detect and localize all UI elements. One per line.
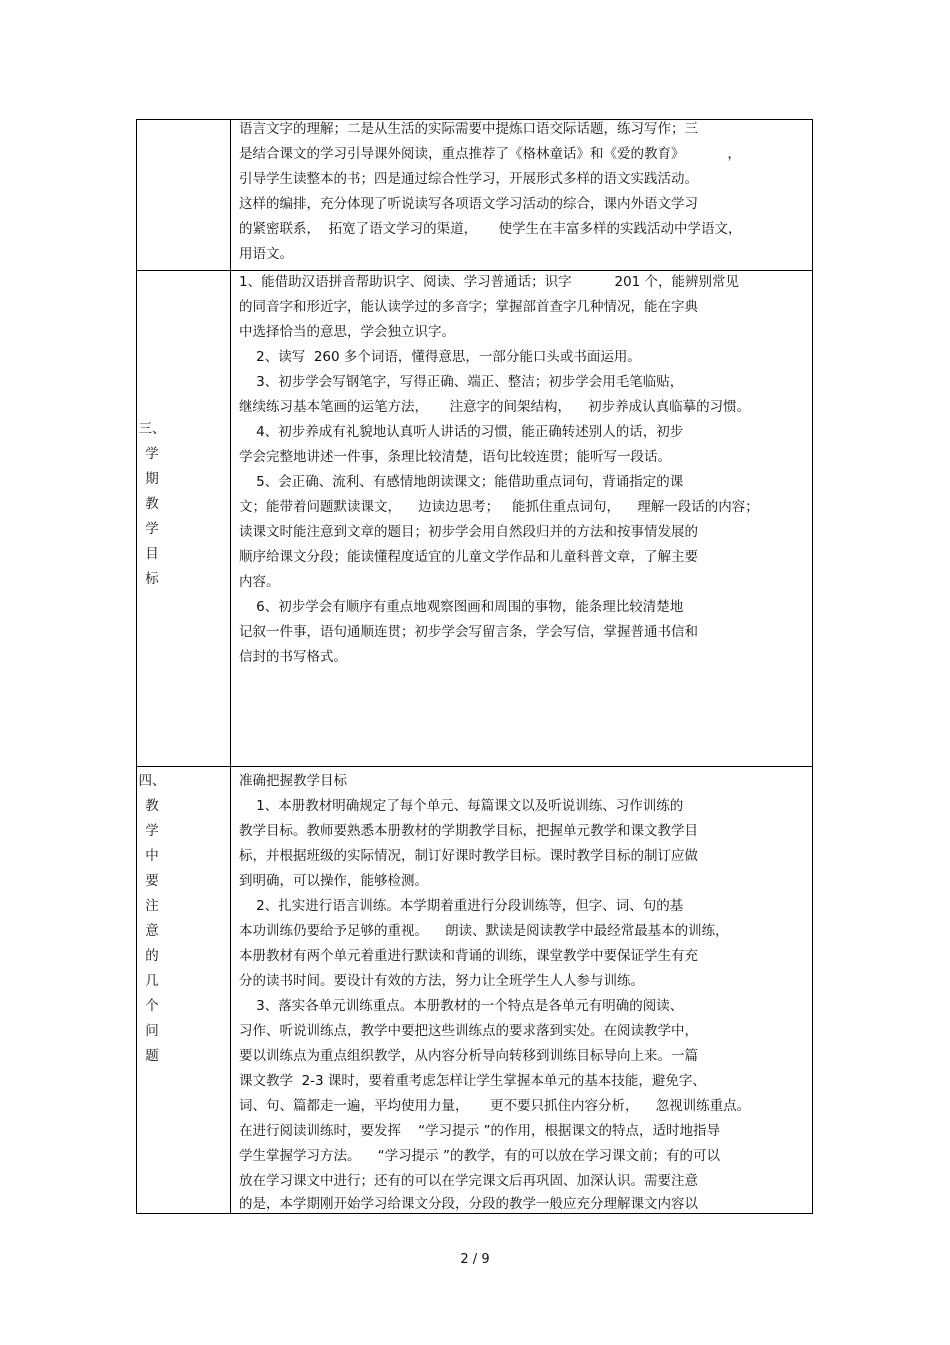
section-three-line: 2、读写 260 多个词语，懂得意思，一部分能口头或书面运用。 [239, 349, 641, 365]
section-four-line: 3、落实各单元训练重点。本册教材的一个特点是各单元有明确的阅读、 [239, 998, 684, 1014]
section-three-line: 文；能带着问题默读课文， 边读边思考； 能抓住重点词句， 理解一段话的内容； [239, 499, 759, 515]
row-divider-2-3 [137, 270, 812, 271]
section-three-line: 顺序给课文分段；能读懂程度适宜的儿童文学作品和儿童科普文章，了解主要 [239, 549, 698, 565]
section-four-line: 学生掌握学习方法。 “学习提示 ”的教学，有的可以放在学习课文前；有的可以 [239, 1148, 720, 1164]
section-two-line: 是结合课文的学习引导课外阅读，重点推荐了《格林童话》和《爱的教育》 ， [239, 146, 741, 162]
section-three-label-char: 教 [145, 496, 159, 512]
section-three-label-char: 期 [145, 471, 159, 487]
section-four-label-char: 几 [145, 973, 159, 989]
section-four-line: 课文教学 2-3 课时，要着重考虑怎样让学生掌握本单元的基本技能，避免字、 [239, 1073, 706, 1089]
section-three-line: 5、会正确、流利、有感情地朗读课文；能借助重点词句，背诵指定的课 [239, 474, 684, 490]
section-four-label-char: 要 [145, 873, 159, 889]
section-three-line: 信封的书写格式。 [239, 649, 347, 665]
section-three-line: 的同音字和形近字，能认读学过的多音字；掌握部首查字几种情况，能在字典 [239, 299, 698, 315]
section-three-label-char: 三、 [138, 421, 166, 437]
section-three-label-char: 学 [145, 446, 159, 462]
section-two-line: 的紧密联系， 拓宽了语文学习的渠道， 使学生在丰富多样的实践活动中学语文， [239, 221, 742, 237]
section-four-line: 习作、听说训练点，教学中要把这些训练点的要求落到实处。在阅读教学中， [239, 1023, 698, 1039]
section-four-label-char: 意 [145, 923, 159, 939]
section-four-label-char: 问 [145, 1023, 159, 1039]
section-three-label-char: 标 [145, 571, 159, 587]
section-three-line: 中选择恰当的意思，学会独立识字。 [239, 324, 455, 340]
section-two-line: 语言文字的理解；二是从生活的实际需要中提炼口语交际话题，练习写作；三 [239, 121, 698, 137]
section-four-line: 放在学习课文中进行；还有的可以在学完课文后再巩固、加深认识。需要注意 [239, 1173, 698, 1189]
section-three-line: 继续练习基本笔画的运笔方法， 注意字的间架结构， 初步养成认真临摹的习惯。 [239, 399, 751, 415]
section-three-label-char: 学 [145, 521, 159, 537]
section-three-label-char: 目 [145, 546, 159, 562]
section-three-line: 1、能借助汉语拼音帮助识字、阅读、学习普通话；识字 201 个，能辨别常见 [239, 274, 740, 290]
section-four-label-char: 题 [145, 1048, 159, 1064]
section-four-line: 标，并根据班级的实际情况，制订好课时教学目标。课时教学目标的制订应做 [239, 848, 698, 864]
section-four-line: 词、句、篇都走一遍，平均使用力量， 更不要只抓住内容分析， 忽视训练重点。 [239, 1098, 751, 1114]
section-four-line: 1、本册教材明确规定了每个单元、每篇课文以及听说训练、习作训练的 [239, 798, 684, 814]
section-four-label-char: 注 [145, 898, 159, 914]
section-four-label-char: 中 [145, 848, 159, 864]
section-three-line: 6、初步学会有顺序有重点地观察图画和周围的事物，能条理比较清楚地 [239, 599, 684, 615]
section-two-line: 这样的编排，充分体现了听说读写各项语文学习活动的综合，课内外语文学习 [239, 196, 698, 212]
section-three-line: 读课文时能注意到文章的题目；初步学会用自然段归并的方法和按事情发展的 [239, 524, 698, 540]
section-four-line: 本功训练仍要给予足够的重视。 朗读、默读是阅读教学中最经常最基本的训练， [239, 923, 729, 939]
section-two-line: 用语文。 [239, 246, 293, 262]
section-four-line: 的是，本学期刚开始学习给课文分段，分段的教学一般应充分理解课文内容以 [239, 1196, 698, 1212]
section-four-heading: 准确把握教学目标 [239, 773, 347, 789]
section-four-label-char: 教 [145, 798, 159, 814]
section-four-line: 到明确，可以操作，能够检测。 [239, 873, 428, 889]
column-divider [230, 120, 231, 1213]
section-four-label-char: 学 [145, 823, 159, 839]
section-three-line: 记叙一件事，语句通顺连贯；初步学会写留言条，学会写信，掌握普通书信和 [239, 624, 698, 640]
section-four-label-char: 四、 [138, 773, 166, 789]
section-three-line: 内容。 [239, 574, 280, 590]
section-four-line: 分的读书时间。要设计有效的方法，努力让全班学生人人参与训练。 [239, 973, 644, 989]
section-three-line: 4、初步养成有礼貌地认真听人讲话的习惯，能正确转述别人的话，初步 [239, 424, 684, 440]
section-four-line: 要以训练点为重点组织教学，从内容分析导向转移到训练目标导向上来。一篇 [239, 1048, 698, 1064]
section-four-line: 本册教材有两个单元着重进行默读和背诵的训练，课堂教学中要保证学生有充 [239, 948, 698, 964]
section-four-label-char: 的 [145, 948, 159, 964]
page-number: 2 / 9 [460, 1252, 490, 1267]
section-three-line: 3、初步学会写钢笔字，写得正确、端正、整洁；初步学会用毛笔临贴， [239, 374, 684, 390]
document-table [136, 119, 813, 1214]
section-two-line: 引导学生读整本的书；四是通过综合性学习，开展形式多样的语文实践活动。 [239, 171, 698, 187]
row-divider-3-4 [137, 766, 812, 767]
section-four-line: 在进行阅读训练时，要发挥 “学习提示 ”的作用，根据课文的特点，适时地指导 [239, 1123, 720, 1139]
section-four-line: 教学目标。教师要熟悉本册教材的学期教学目标，把握单元教学和课文教学目 [239, 823, 698, 839]
section-three-line: 学会完整地讲述一件事，条理比较清楚，语句比较连贯；能听写一段话。 [239, 449, 671, 465]
section-four-label-char: 个 [145, 998, 159, 1014]
section-four-line: 2、扎实进行语言训练。本学期着重进行分段训练等，但字、词、句的基 [239, 898, 684, 914]
